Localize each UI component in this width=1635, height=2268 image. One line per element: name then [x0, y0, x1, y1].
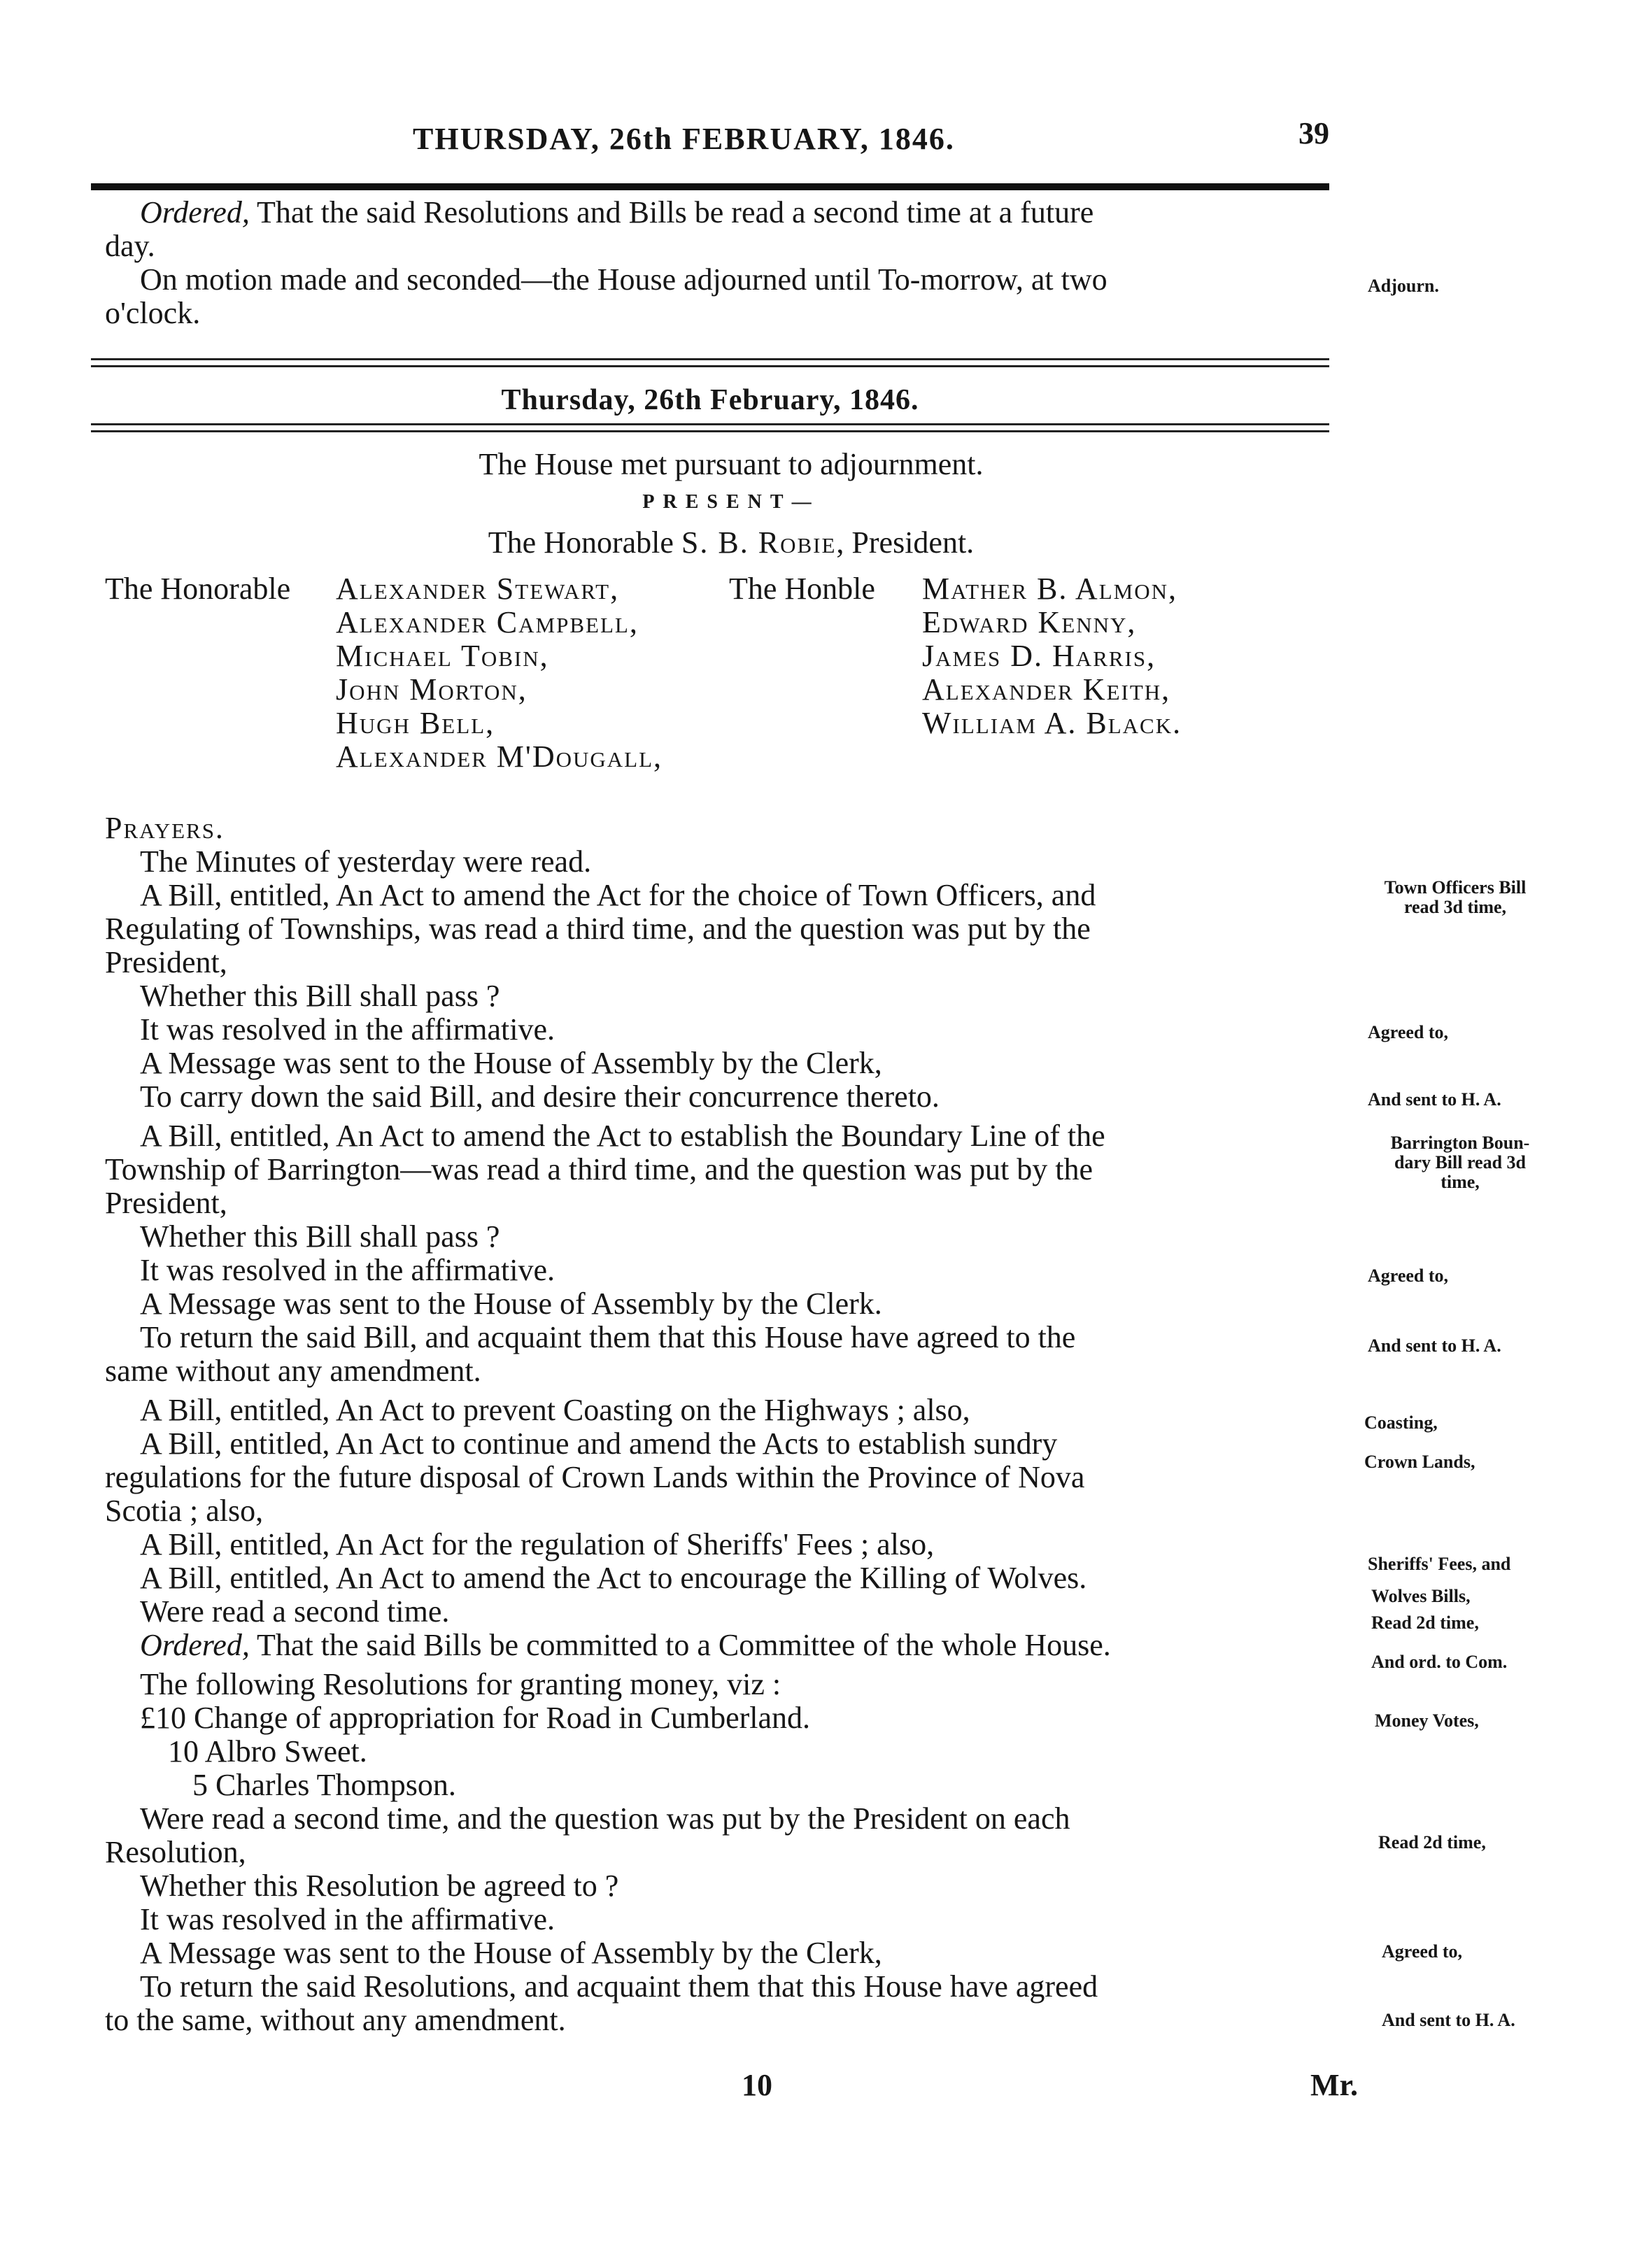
president-suffix: , President.	[836, 525, 975, 560]
margin-note-crown: Crown Lands,	[1364, 1452, 1475, 1472]
page-number: 39	[1298, 116, 1329, 150]
barrington-question: Whether this Bill shall pass ?	[140, 1219, 500, 1254]
minutes-read: The Minutes of yesterday were read.	[140, 844, 592, 879]
prayers: Prayers.	[105, 811, 225, 845]
crown-bill-line-3: Scotia ; also,	[105, 1494, 264, 1528]
members-right-prefix: The Honble	[729, 572, 875, 606]
ordered-text: That the said Resolutions and Bills be read a second time at a future	[249, 195, 1094, 229]
town-resolved: It was resolved in the affirmative.	[140, 1012, 555, 1047]
member-name: Michael Tobin,	[336, 639, 549, 673]
margin-note-wolves: Wolves Bills,	[1371, 1586, 1471, 1606]
town-carry: To carry down the said Bill, and desire their concurrence thereto.	[140, 1079, 940, 1114]
money-item-1: £10 Change of appropriation for Road in Cumberland.	[140, 1701, 811, 1735]
ordered-label: Ordered,	[140, 195, 250, 229]
present-label: PRESENT—	[642, 491, 820, 513]
header-title: THURSDAY, 26th FEBRUARY, 1846.	[413, 122, 955, 156]
president-name: S. B. Robie	[681, 525, 837, 560]
margin-note-sheriff: Sheriffs' Fees, and	[1368, 1554, 1511, 1574]
resolutions-line-2: Resolution,	[105, 1835, 246, 1869]
previous-proceedings	[105, 196, 1357, 330]
house-met: The House met pursuant to adjournment.	[479, 447, 984, 481]
rule-below-date-2	[91, 430, 1329, 432]
running-header	[91, 108, 1329, 164]
second-reading: Were read a second time.	[140, 1594, 450, 1629]
margin-note-agreed-3: Agreed to,	[1382, 1941, 1463, 1962]
margin-note-money: Money Votes,	[1375, 1710, 1479, 1731]
margin-note-coasting: Coasting,	[1364, 1412, 1438, 1433]
member-name: Edward Kenny,	[922, 605, 1137, 639]
members-left-prefix: The Honorable	[105, 572, 291, 606]
committee-ordered-text: That the said Bills be committed to a Committee of the whole House.	[249, 1628, 1111, 1662]
wolves-bill: A Bill, entitled, An Act to amend the Act to encourage the Killing of Wolves.	[140, 1561, 1087, 1595]
members-right-column	[922, 572, 1182, 740]
margin-note-read-2d-res: Read 2d time,	[1378, 1832, 1486, 1852]
crown-bill-line-2: regulations for the future disposal of Crown Lands within the Province of Nova	[105, 1460, 1085, 1494]
resolutions-line-1: Were read a second time, and the question was put by the President on each	[140, 1801, 1070, 1836]
barrington-return-1: To return the said Bill, and acquaint them that this House have agreed to the	[140, 1320, 1076, 1354]
margin-note-sent-2: And sent to H. A.	[1368, 1335, 1501, 1356]
member-name: Mather B. Almon,	[922, 572, 1177, 606]
barrington-resolved: It was resolved in the affirmative.	[140, 1253, 555, 1287]
barrington-line-1: A Bill, entitled, An Act to amend the Act to establish the Boundary Line of the	[140, 1119, 1105, 1153]
margin-note-agreed-1: Agreed to,	[1368, 1022, 1449, 1042]
margin-note-barrington: Barrington Boun- dary Bill read 3d time,	[1390, 1133, 1530, 1192]
money-item-3: 5 Charles Thompson.	[192, 1768, 456, 1802]
margin-note-sent-3: And sent to H. A.	[1382, 2010, 1515, 2030]
ordered-continuation: day.	[105, 229, 155, 263]
town-question: Whether this Bill shall pass ?	[140, 979, 500, 1013]
rule-above-date-2	[91, 365, 1329, 367]
barrington-line-2: Township of Barrington—was read a third time, and the question was put by the	[105, 1152, 1093, 1186]
resolution-message: A Message was sent to the House of Assembly by the Clerk,	[140, 1936, 882, 1970]
member-name: John Morton,	[336, 672, 528, 707]
member-name: Hugh Bell,	[336, 706, 495, 740]
member-name: Alexander Stewart,	[336, 572, 620, 606]
barrington-line-3: President,	[105, 1186, 227, 1220]
date-heading: Thursday, 26th February, 1846.	[501, 384, 919, 416]
margin-note-agreed-2: Agreed to,	[1368, 1266, 1449, 1286]
committee-ordered-label: Ordered,	[140, 1628, 250, 1662]
president-prefix: The Honorable	[488, 525, 681, 560]
sheriff-bill: A Bill, entitled, An Act for the regulation of Sheriffs' Fees ; also,	[140, 1527, 935, 1561]
resolution-question: Whether this Resolution be agreed to ?	[140, 1869, 619, 1903]
members-left-column	[336, 572, 663, 774]
adjourn-line-1: On motion made and seconded—the House adjourned until To-morrow, at two	[140, 262, 1107, 297]
catchword: Mr.	[1310, 2068, 1359, 2102]
member-name: William A. Black.	[922, 706, 1182, 740]
barrington-return-2: same without any amendment.	[105, 1354, 481, 1388]
money-item-2: 10 Albro Sweet.	[168, 1734, 367, 1769]
proceedings-text	[105, 811, 1357, 2037]
town-message: A Message was sent to the House of Assembly by the Clerk,	[140, 1046, 882, 1080]
margin-note-ordered-com: And ord. to Com.	[1371, 1652, 1508, 1672]
rule-below-date	[91, 423, 1329, 425]
signature-mark: 10	[742, 2068, 772, 2102]
margin-note-read-2d: Read 2d time,	[1371, 1613, 1479, 1633]
resolution-return-2: to the same, without any amendment.	[105, 2003, 566, 2037]
margin-note-sent-1: And sent to H. A.	[1368, 1089, 1501, 1110]
margin-note-adjourn: Adjourn.	[1368, 276, 1439, 296]
barrington-message: A Message was sent to the House of Assembly by the Clerk.	[140, 1287, 882, 1321]
resolution-resolved: It was resolved in the affirmative.	[140, 1902, 555, 1936]
resolution-return-1: To return the said Resolutions, and acquaint them that this House have agreed	[140, 1969, 1098, 2004]
rule-above-date	[91, 358, 1329, 360]
attendance-section	[105, 448, 1357, 560]
member-name: James D. Harris,	[922, 639, 1156, 673]
town-bill-line-1: A Bill, entitled, An Act to amend the Act for the choice of Town Officers, and	[140, 878, 1096, 912]
member-name: Alexander M'Dougall,	[336, 739, 663, 774]
town-bill-line-3: President,	[105, 945, 227, 979]
town-bill-line-2: Regulating of Townships, was read a third time, and the question was put by the	[105, 912, 1091, 946]
crown-bill-line-1: A Bill, entitled, An Act to continue and amend the Acts to establish sundry	[140, 1426, 1058, 1461]
header-rule	[91, 183, 1329, 190]
member-name: Alexander Campbell,	[336, 605, 639, 639]
member-name: Alexander Keith,	[922, 672, 1171, 707]
money-intro: The following Resolutions for granting money, viz :	[140, 1667, 781, 1701]
margin-note-town: Town Officers Bill read 3d time,	[1384, 877, 1527, 917]
coasting-bill: A Bill, entitled, An Act to prevent Coasting on the Highways ; also,	[140, 1393, 970, 1427]
adjourn-line-2: o'clock.	[105, 296, 201, 330]
